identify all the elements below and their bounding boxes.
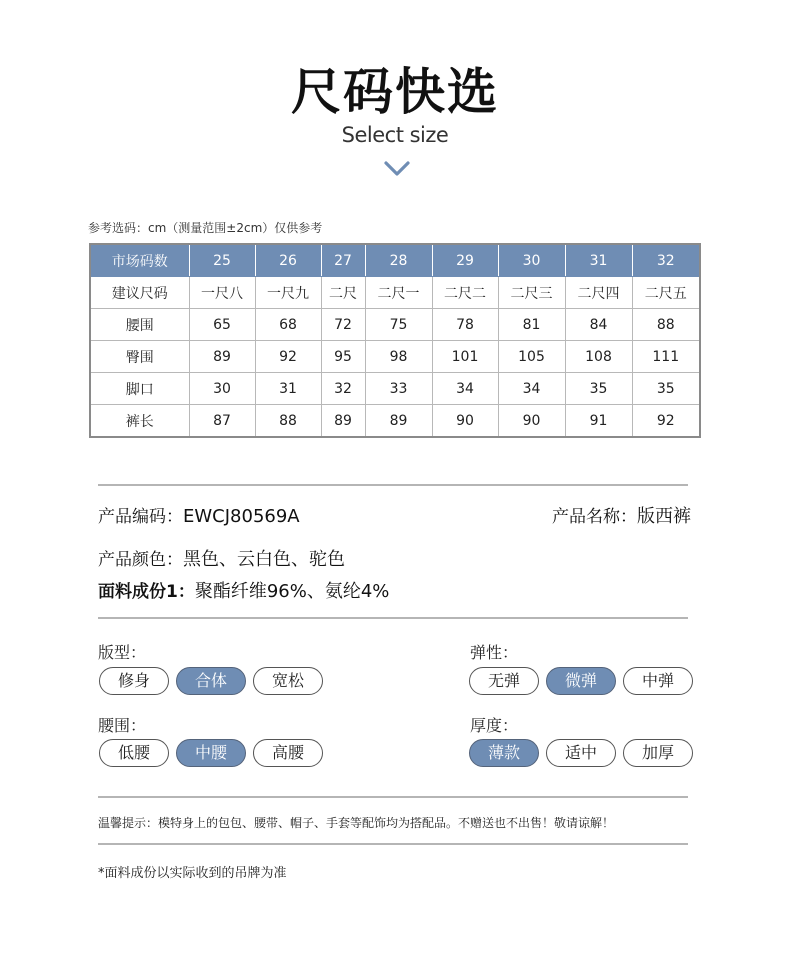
thickness-option-thick[interactable]: 加厚 [623, 739, 693, 767]
table-cell: 92 [255, 341, 321, 373]
table-header-cell: 27 [321, 244, 365, 277]
fit-option-slim[interactable]: 修身 [99, 667, 169, 695]
table-cell: 35 [565, 373, 632, 405]
table-cell: 裤长 [90, 405, 189, 438]
measurement-note: 参考选码：cm（测量范围±2cm）仅供参考 [88, 221, 323, 235]
table-cell: 32 [321, 373, 365, 405]
table-header-cell: 32 [632, 244, 700, 277]
table-cell: 二尺一 [365, 277, 432, 309]
table-cell: 92 [632, 405, 700, 438]
product-color-label: 产品颜色： [98, 550, 183, 570]
product-fabric-label: 面料成份1： [98, 582, 195, 602]
elasticity-option-slight[interactable]: 微弹 [546, 667, 616, 695]
table-header-cell: 30 [498, 244, 565, 277]
fit-option-regular[interactable]: 合体 [176, 667, 246, 695]
divider [98, 796, 688, 798]
table-cell: 88 [632, 309, 700, 341]
table-cell: 84 [565, 309, 632, 341]
table-cell: 78 [432, 309, 498, 341]
size-table [89, 243, 701, 438]
table-cell: 91 [565, 405, 632, 438]
table-cell: 33 [365, 373, 432, 405]
divider [98, 843, 688, 845]
divider [98, 484, 688, 486]
product-code [98, 502, 300, 527]
fit-label: 版型： [98, 643, 147, 662]
waist-option-mid[interactable]: 中腰 [176, 739, 246, 767]
elasticity-option-medium[interactable]: 中弹 [623, 667, 693, 695]
table-cell: 90 [498, 405, 565, 438]
table-header-row [90, 244, 700, 277]
table-cell: 34 [432, 373, 498, 405]
elasticity-option-none[interactable]: 无弹 [469, 667, 539, 695]
table-row [90, 405, 700, 438]
chevron-down-icon [383, 158, 411, 180]
waist-option-high[interactable]: 高腰 [253, 739, 323, 767]
table-cell: 30 [189, 373, 255, 405]
table-cell: 二尺三 [498, 277, 565, 309]
table-cell: 建议尺码 [90, 277, 189, 309]
table-cell: 脚口 [90, 373, 189, 405]
table-cell: 81 [498, 309, 565, 341]
table-cell: 90 [432, 405, 498, 438]
table-cell: 89 [189, 341, 255, 373]
table-header-cell: 31 [565, 244, 632, 277]
table-header-cell: 25 [189, 244, 255, 277]
table-cell: 31 [255, 373, 321, 405]
divider [98, 617, 688, 619]
fit-option-loose[interactable]: 宽松 [253, 667, 323, 695]
product-code-value: EWCJ80569A [183, 506, 300, 527]
warm-tip: 温馨提示：模特身上的包包、腰带、帽子、手套等配饰均为搭配品。不赠送也不出售！敬请谅解！ [98, 816, 615, 830]
product-code-label: 产品编码： [98, 507, 183, 527]
table-cell: 98 [365, 341, 432, 373]
product-fabric [98, 577, 389, 603]
table-cell: 88 [255, 405, 321, 438]
product-name-value: 版西裤 [637, 506, 691, 527]
elasticity-label: 弹性： [470, 643, 519, 662]
thickness-option-thin[interactable]: 薄款 [469, 739, 539, 767]
table-cell: 65 [189, 309, 255, 341]
table-row [90, 373, 700, 405]
table-cell: 75 [365, 309, 432, 341]
fabric-footnote: *面料成份以实际收到的吊牌为准 [98, 866, 287, 881]
table-cell: 一尺八 [189, 277, 255, 309]
table-header-cell: 29 [432, 244, 498, 277]
table-cell: 89 [365, 405, 432, 438]
table-cell: 臀围 [90, 341, 189, 373]
thickness-label: 厚度： [470, 716, 519, 735]
table-cell: 101 [432, 341, 498, 373]
table-row [90, 277, 700, 309]
table-cell: 95 [321, 341, 365, 373]
table-cell: 腰围 [90, 309, 189, 341]
table-cell: 二尺 [321, 277, 365, 309]
table-cell: 34 [498, 373, 565, 405]
table-cell: 二尺四 [565, 277, 632, 309]
table-cell: 72 [321, 309, 365, 341]
table-header-cell: 26 [255, 244, 321, 277]
table-cell: 二尺五 [632, 277, 700, 309]
table-cell: 108 [565, 341, 632, 373]
table-cell: 二尺二 [432, 277, 498, 309]
table-row [90, 341, 700, 373]
waist-option-low[interactable]: 低腰 [99, 739, 169, 767]
table-cell: 一尺九 [255, 277, 321, 309]
product-fabric-value: 聚酯纤维96%、氨纶4% [194, 581, 390, 602]
table-cell: 105 [498, 341, 565, 373]
table-cell: 68 [255, 309, 321, 341]
table-row [90, 309, 700, 341]
table-header-cell: 28 [365, 244, 432, 277]
page-title: 尺码快选 [291, 63, 499, 121]
product-color [98, 545, 345, 571]
product-color-value: 黑色、云白色、驼色 [183, 549, 345, 570]
product-name-label: 产品名称： [552, 507, 637, 527]
table-header-cell: 市场码数 [90, 244, 189, 277]
page-subtitle: Select size [341, 123, 449, 147]
product-name [552, 502, 691, 528]
table-cell: 89 [321, 405, 365, 438]
table-cell: 111 [632, 341, 700, 373]
thickness-option-medium[interactable]: 适中 [546, 739, 616, 767]
table-cell: 35 [632, 373, 700, 405]
table-cell: 87 [189, 405, 255, 438]
waist-label: 腰围： [98, 716, 147, 735]
